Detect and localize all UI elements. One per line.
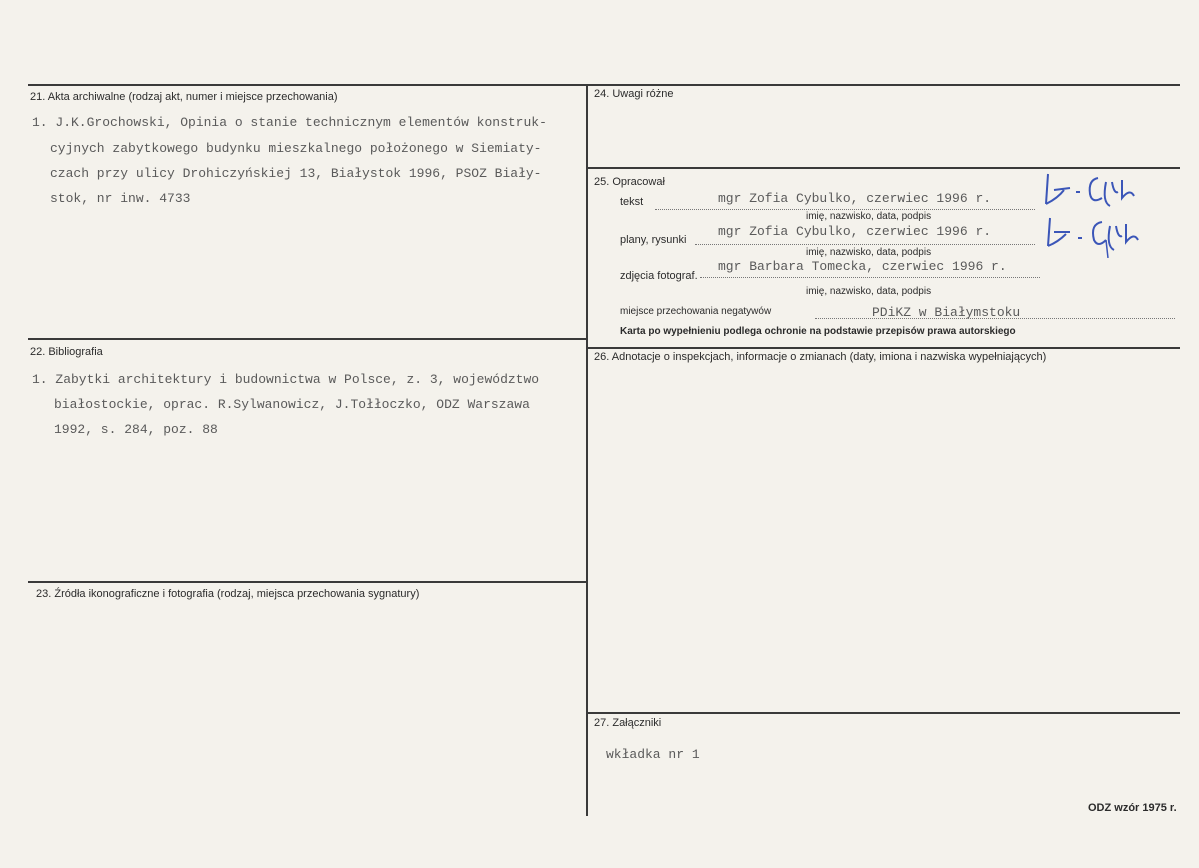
signature-1	[1040, 168, 1140, 212]
center-divider	[586, 84, 588, 816]
copyright-notice: Karta po wypełnieniu podlega ochronie na podstawie przepisów prawa autorskiego	[620, 326, 1016, 337]
section-25-title: 25. Opracował	[594, 176, 665, 188]
zdjecia-caption: imię, nazwisko, data, podpis	[806, 286, 932, 297]
section-22-line-1: 1. Zabytki architektury i budownictwa w Polsce, z. 3, województwo	[32, 372, 540, 387]
form-number: ODZ wzór 1975 r.	[1088, 802, 1177, 814]
section-27-title: 27. Załączniki	[594, 717, 662, 729]
zdjecia-value: mgr Barbara Tomecka, czerwiec 1996 r.	[718, 259, 1007, 274]
zdjecia-label: zdjęcia fotograf.	[620, 270, 698, 282]
section-23-title: 23. Źródła ikonograficzne i fotografia (rodzaj, miejsca przechowania sygnatury)	[36, 588, 420, 600]
section-24-title: 24. Uwagi różne	[594, 88, 674, 100]
plany-value: mgr Zofia Cybulko, czerwiec 1996 r.	[718, 224, 992, 239]
section-21-line-3: czach przy ulicy Drohiczyńskiej 13, Białystok 1996, PSOZ Biały-	[50, 166, 542, 181]
section-22-line-2: białostockie, oprac. R.Sylwanowicz, J.Tołłoczko, ODZ Warszawa	[54, 397, 530, 412]
divider-26-27	[588, 712, 1180, 714]
tekst-caption: imię, nazwisko, data, podpis	[806, 211, 932, 222]
negatywy-value: PDiKZ w Białymstoku	[872, 305, 1021, 320]
section-21-line-1: 1. J.K.Grochowski, Opinia o stanie technicznym elementów konstruk-	[32, 115, 547, 130]
plany-caption: imię, nazwisko, data, podpis	[806, 247, 932, 258]
divider-25-26	[588, 347, 1180, 349]
plany-label: plany, rysunki	[620, 234, 687, 246]
divider-22-23	[28, 581, 588, 583]
section-27-value: wkładka nr 1	[606, 747, 700, 762]
section-21-line-4: stok, nr inw. 4733	[50, 191, 191, 206]
section-26-title: 26. Adnotacje o inspekcjach, informacje o zmianach (daty, imiona i nazwiska wypełniających)	[594, 351, 1047, 363]
tekst-label: tekst	[620, 196, 644, 208]
negatywy-label: miejsce przechowania negatywów	[620, 306, 772, 317]
section-22-line-3: 1992, s. 284, poz. 88	[54, 422, 218, 437]
divider-21-22	[28, 338, 588, 340]
section-21-title: 21. Akta archiwalne (rodzaj akt, numer i miejsce przechowania)	[30, 91, 338, 103]
signature-2	[1040, 210, 1150, 258]
section-21-line-2: cyjnych zabytkowego budynku mieszkalnego położonego w Siemiaty-	[50, 141, 542, 156]
section-22-title: 22. Bibliografia	[30, 346, 103, 358]
tekst-value: mgr Zofia Cybulko, czerwiec 1996 r.	[718, 191, 992, 206]
top-rule	[28, 84, 1180, 86]
